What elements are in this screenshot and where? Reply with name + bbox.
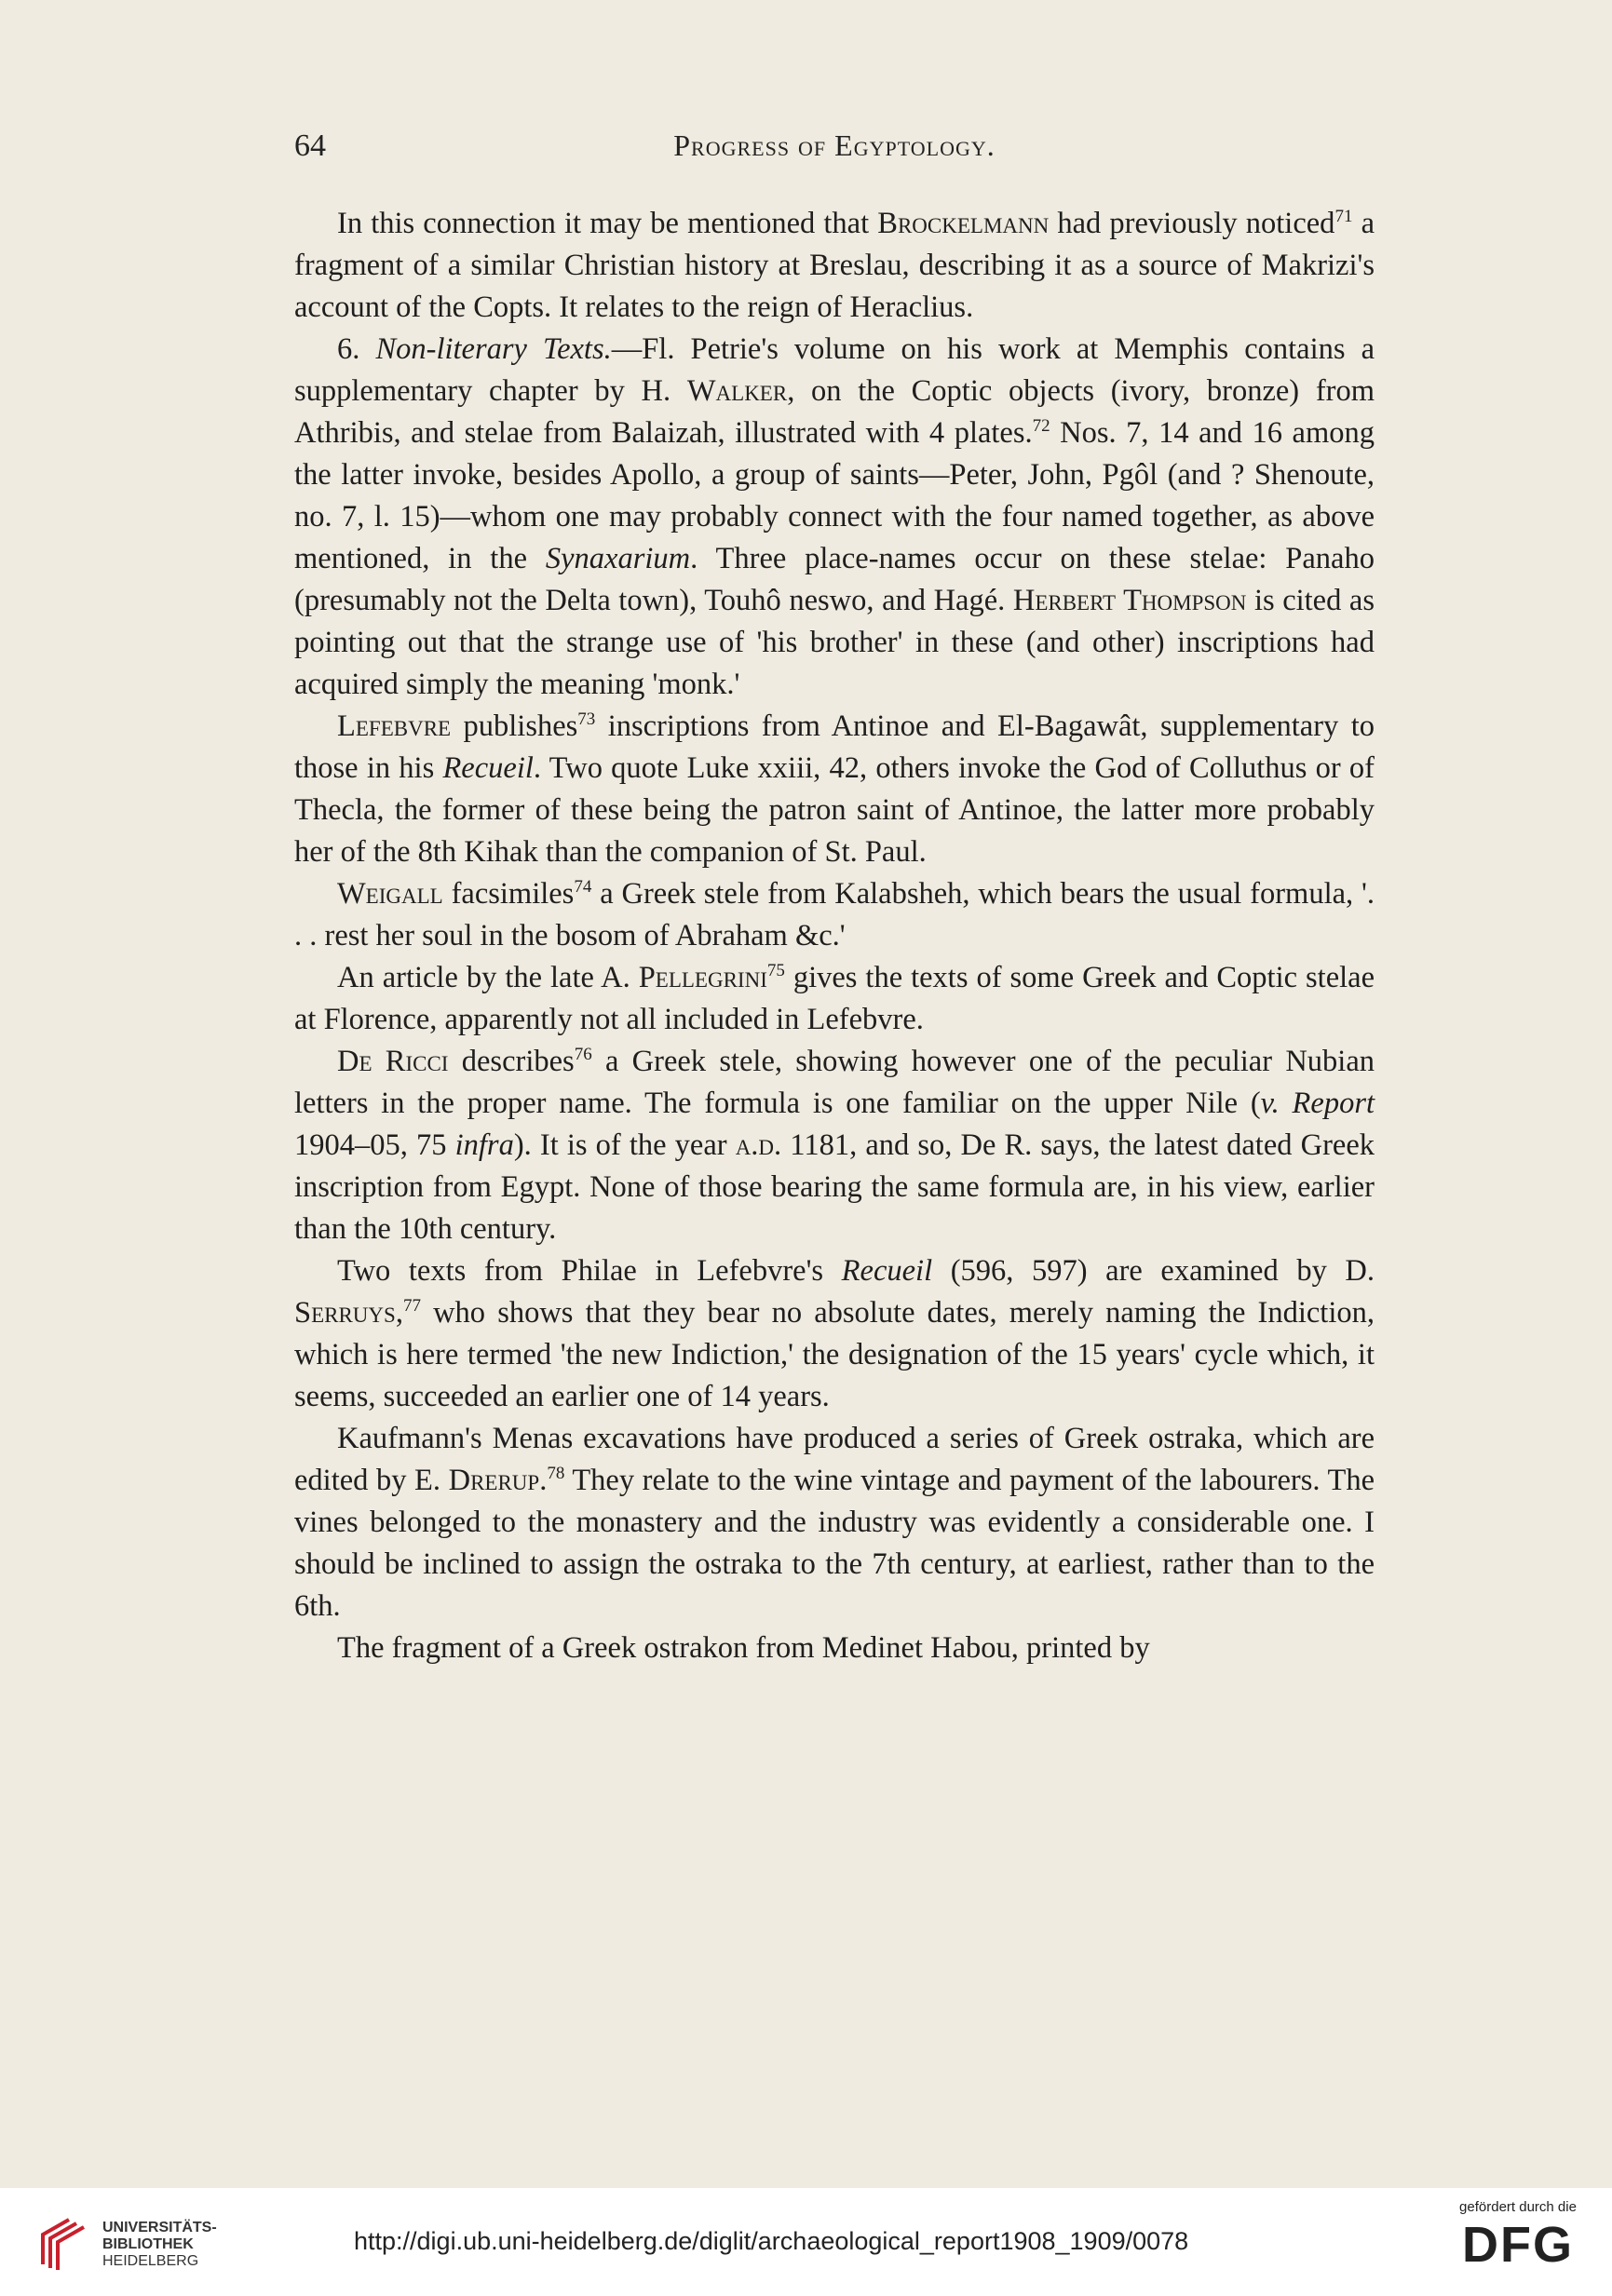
- text-run: 1181, and so, De R. says, the latest dated Greek inscription from Egypt. None of those bearing the same formula are, in his view, earlier than the 10th century.: [294, 1128, 1375, 1246]
- text-run: Kaufmann's Menas excavations have produced a series of Greek ostraka, which are edited by E.: [294, 1422, 1375, 1497]
- text-run: publishes: [451, 709, 578, 743]
- text-run: a fragment of a similar Christian history at Breslau, describing it as a source of Makrizi's account of the Copts. It relates to the reign of Heraclius.: [294, 207, 1375, 324]
- text-run: , on the Coptic objects (ivory, bronze) from Athribis, and stelae from Balaizah, illustrated with 4 plates.: [294, 374, 1375, 450]
- small-caps-name: Drerup: [448, 1464, 540, 1497]
- text-run: They relate to the wine vintage and payment of the labourers. The vines belonged to the monastery and the industry was evidently a considerable one. I should be inclined to assign the ostraka to the 7th century, at earliest, rather than to the 6th.: [294, 1464, 1375, 1623]
- text-run: a Greek stele, showing however one of the peculiar Nubian letters in the proper name. The formula is one familiar on the upper Nile (: [294, 1045, 1375, 1120]
- paragraph: [294, 1418, 1375, 1627]
- text-run: had previously noticed: [1049, 207, 1335, 240]
- footnote-marker: 71: [1334, 207, 1353, 227]
- footnote-marker: 76: [574, 1045, 592, 1065]
- footnote-marker: 73: [577, 709, 596, 730]
- text-run: ,: [395, 1296, 403, 1330]
- text-run: 6.: [337, 332, 376, 366]
- text-run: facsimiles: [442, 877, 575, 911]
- italic-text: Recueil: [841, 1254, 933, 1288]
- text-run: gives the texts of some Greek and Coptic stelae at Florence, apparently not all included in Lefebvre.: [294, 961, 1375, 1036]
- dfg-logo: DFG: [1462, 2217, 1574, 2273]
- text-run: 1904–05, 75: [294, 1128, 455, 1162]
- italic-text: Synaxarium: [545, 542, 691, 575]
- page-number: 64: [294, 128, 326, 163]
- sponsor-block: [1434, 2199, 1602, 2271]
- running-title: Progress of Egyptology.: [673, 128, 996, 162]
- paragraph: [294, 203, 1375, 329]
- text-run: who shows that they bear no absolute dates, merely naming the Indiction, which is here termed 'the new Indiction,' the designation of the 15 years' cycle which, it seems, succeeded an earlier one of 14 years.: [294, 1296, 1375, 1413]
- small-caps-name: Pellegrini: [638, 961, 767, 994]
- small-caps-name: Weigall: [337, 877, 443, 911]
- text-run: describes: [448, 1045, 575, 1078]
- footnote-marker: 77: [402, 1296, 421, 1317]
- text-run: a Greek stele from Kalabsheh, which bears the usual formula, '. . . rest her soul in the bosom of Abraham &c.': [294, 877, 1375, 952]
- text-run: ). It is of the year: [513, 1128, 736, 1162]
- digital-url-link[interactable]: http://digi.ub.uni-heidelberg.de/diglit/archaeological_report1908_1909/0078: [354, 2227, 1189, 2255]
- footnote-marker: 78: [547, 1464, 565, 1484]
- body-text: [294, 203, 1375, 1669]
- text-run: —Fl. Petrie's volume on his work at Memphis contains a supplementary chapter by H.: [294, 332, 1375, 408]
- library-name: [102, 2220, 217, 2270]
- text-run: Two texts from Philae in Lefebvre's: [337, 1254, 842, 1288]
- sponsor-label: gefördert durch die: [1459, 2199, 1577, 2215]
- page-header: [294, 128, 1375, 184]
- library-logo-icon: [35, 2216, 91, 2272]
- text-run: (596, 597) are examined by D.: [932, 1254, 1375, 1288]
- text-run: . Two quote Luke xxiii, 42, others invoke the God of Colluthus or of Thecla, the former of these being the patron saint of Antinoe, the latter more probably her of the 8th Kihak than the companion of St. Paul.: [294, 751, 1375, 869]
- italic-text: v. Report: [1260, 1087, 1375, 1120]
- text-run: An article by the late A.: [337, 961, 639, 994]
- italic-text: Non-literary Texts.: [375, 332, 612, 366]
- text-run: In this connection it may be mentioned that: [337, 207, 878, 240]
- paragraph: [294, 1627, 1375, 1669]
- paragraph: [294, 329, 1375, 706]
- text-run: .: [539, 1464, 548, 1497]
- paragraph: [294, 706, 1375, 873]
- italic-text: Recueil: [442, 751, 534, 785]
- italic-text: infra: [454, 1128, 514, 1162]
- paragraph: [294, 1250, 1375, 1418]
- paragraph: [294, 873, 1375, 957]
- footnote-marker: 74: [574, 877, 592, 898]
- small-caps-name: Herbert Thompson: [1012, 584, 1247, 617]
- text-run: . Three place-names occur on these stelae: Panaho (presumably not the Delta town), Touhô neswo, and Hagé.: [294, 542, 1375, 617]
- text-run: inscriptions from Antinoe and El-Bagawât, supplementary to those in his: [294, 709, 1375, 785]
- text-run: Nos. 7, 14 and 16 among the latter invoke, besides Apollo, a group of saints—Peter, John, Pgôl (and ? Shenoute, no. 7, l. 15)—whom one may probably connect with the four named together, as above mentioned, in the: [294, 416, 1375, 575]
- footnote-marker: 75: [766, 961, 785, 981]
- library-name-line1: UNIVERSITÄTS-: [102, 2220, 217, 2235]
- text-run: is cited as pointing out that the strange use of 'his brother' in these (and other) inscriptions had acquired simply the meaning 'monk.': [294, 584, 1375, 701]
- small-caps-name: Lefebvre: [337, 709, 452, 743]
- small-caps-name: Brockelmann: [877, 207, 1050, 240]
- paragraph: [294, 957, 1375, 1041]
- library-name-line3: HEIDELBERG: [102, 2253, 199, 2269]
- small-caps-name: Walker: [686, 374, 788, 408]
- small-caps-name: De Ricci: [337, 1045, 449, 1078]
- small-caps-name: Serruys: [294, 1296, 396, 1330]
- footnote-marker: 72: [1032, 416, 1050, 437]
- small-caps-name: a.d.: [735, 1128, 782, 1162]
- text-run: The fragment of a Greek ostrakon from Medinet Habou, printed by: [337, 1631, 1150, 1665]
- paragraph: [294, 1041, 1375, 1250]
- library-name-line2: BIBLIOTHEK: [102, 2236, 194, 2252]
